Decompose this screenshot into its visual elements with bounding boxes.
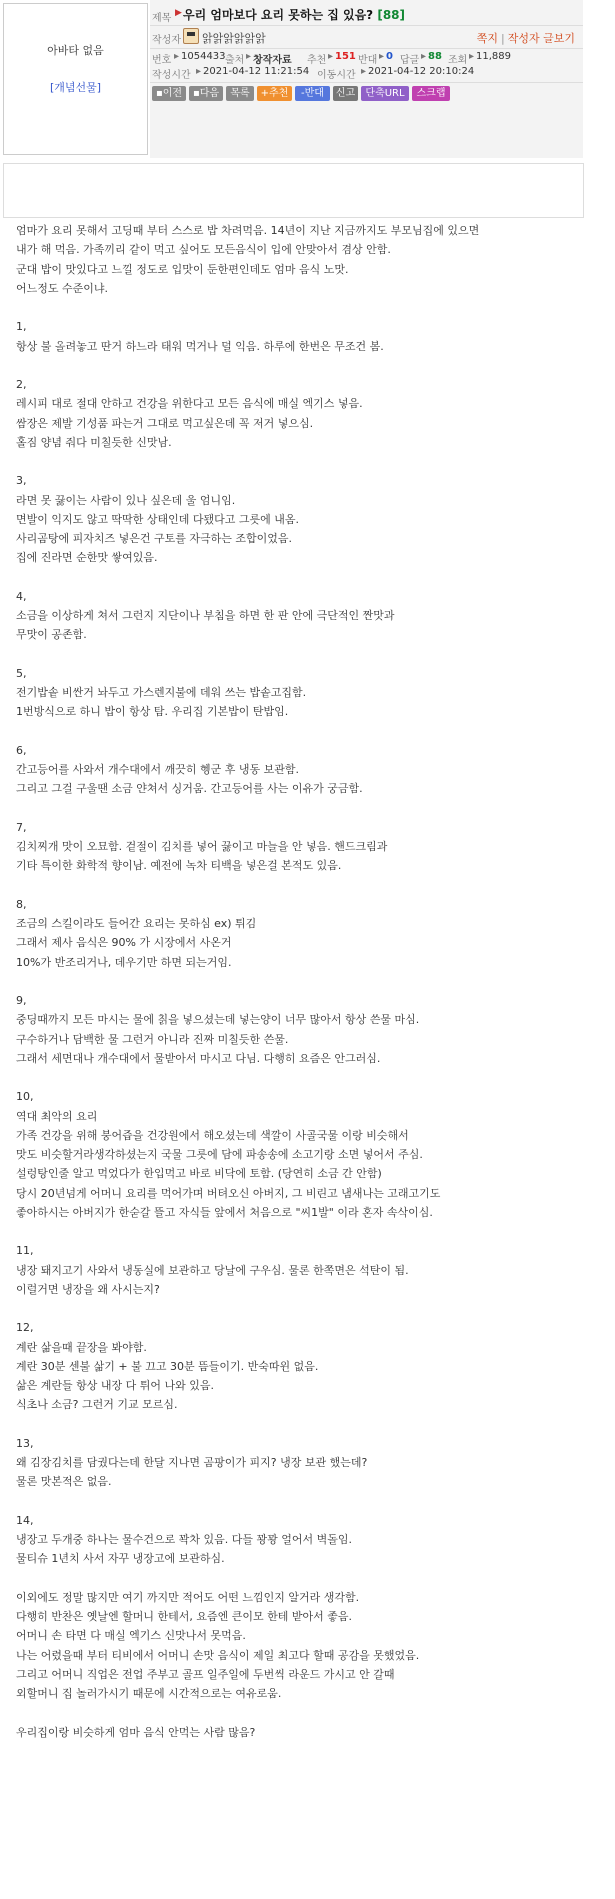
body-line: 1, <box>16 320 27 333</box>
body-line: 나는 어렸을때 부터 티비에서 어머니 손맛 음식이 제일 최고다 할때 공감을 못했었음. <box>16 1649 420 1662</box>
scrap-button[interactable]: 스크랩 <box>412 86 450 101</box>
body-line: 1번방식으로 하니 밥이 항상 탐. 우리집 기본밥이 탄밥임. <box>16 705 289 718</box>
short-url-button[interactable]: 단축URL <box>361 86 409 101</box>
written-label: 작성시간 <box>152 70 191 81</box>
body-line: 5, <box>16 667 27 680</box>
body-line: 전기밥솥 비싼거 놔두고 가스렌지불에 데워 쓰는 밥솥고집함. <box>16 686 307 699</box>
body-line: 무맛이 공존함. <box>16 628 87 641</box>
body-line: 그리고 어머니 직업은 전업 주부고 골프 일주일에 두번씩 라운드 가시고 안 갈때 <box>16 1668 395 1681</box>
body-line: 7, <box>16 821 27 834</box>
divider <box>150 48 583 49</box>
body-line: 13, <box>16 1437 34 1450</box>
body-line: 이럴거면 냉장을 왜 사시는지? <box>16 1283 160 1296</box>
action-buttons <box>150 86 583 104</box>
body-line: 군대 밥이 맛있다고 느낄 정도로 입맛이 둔한편인데도 엄마 음식 노맛. <box>16 263 349 276</box>
body-line: 항상 불 올려놓고 딴거 하느라 태워 먹거나 덜 익음. 하루에 한번은 무조건 봄. <box>16 340 384 353</box>
views-label: 조회 <box>448 55 468 66</box>
body-line: 2, <box>16 378 27 391</box>
moved-label: 이동시간 <box>317 70 356 81</box>
oppose-count: 0 <box>386 51 393 62</box>
bullet-icon: ▸ <box>174 51 180 62</box>
body-line: 외할머니 집 놀러가시기 때문에 시간적으로는 여유로움. <box>16 1687 282 1700</box>
body-line: 사리곰탕에 피자치즈 넣은건 구토를 자극하는 조합이었음. <box>16 532 293 545</box>
author-posts-link[interactable]: 작성자 글보기 <box>507 32 575 45</box>
recommend-label: 추천 <box>307 55 327 66</box>
body-line: 삶은 계란들 항상 내장 다 튀어 나와 있음. <box>16 1379 214 1392</box>
num-label: 번호 <box>152 55 172 66</box>
title-arrow-icon: ▶ <box>175 8 182 18</box>
recommend-count: 151 <box>335 51 356 62</box>
body-line: 가족 건강을 위해 붕어즙을 건강원에서 해오셨는데 색깔이 사골국물 이랑 비슷해서 <box>16 1129 409 1142</box>
body-line: 엄마가 요리 못해서 고딩때 부터 스스로 밥 차려먹음. 14년이 지난 지금까지도 부모님집에 있으면 <box>16 224 480 237</box>
body-line: 홀짐 양념 줘다 미칠듯한 신맛남. <box>16 436 172 449</box>
body-line: 계란 삶을때 끝장을 봐야함. <box>16 1341 147 1354</box>
views-count: 11,889 <box>476 51 511 62</box>
author-name[interactable]: 앍앍앍앍앍앍 <box>202 32 266 45</box>
bullet-icon: ▸ <box>246 51 252 62</box>
body-line: 소금을 이상하게 쳐서 그런지 지단이나 부침을 하면 한 판 안에 극단적인 짠맛과 <box>16 609 395 622</box>
recommend-button[interactable]: +추천 <box>257 86 292 101</box>
body-line: 당시 20년넘게 어머니 요리를 먹어가며 버텨오신 아버지, 그 비린고 냄새나는 고래고기도 <box>16 1187 441 1200</box>
oppose-button[interactable]: -반대 <box>295 86 330 101</box>
comment-count[interactable]: [88] <box>377 8 405 22</box>
body-line: 이외에도 정말 많지만 여기 까지만 적어도 어떤 느낌인지 알거라 생각함. <box>16 1591 360 1604</box>
message-link[interactable]: 쪽지 <box>476 32 499 45</box>
report-button[interactable]: 신고 <box>333 86 358 101</box>
divider <box>150 82 583 83</box>
post-number: 1054433 <box>181 51 226 62</box>
body-line: 라면 못 끓이는 사람이 있나 싶은데 울 엄니임. <box>16 494 236 507</box>
body-line: 김치찌개 맛이 오묘함. 겉절이 김치를 넣어 끓이고 마늘을 안 넣음. 핸드크림과 <box>16 840 388 853</box>
body-line: 냉장고 두개중 하나는 물수건으로 꽉차 있음. 다들 꽝꽝 얼어서 벽돌임. <box>16 1533 352 1546</box>
body-line: 좋아하시는 아버지가 한숟갈 뜰고 자식들 앞에서 처음으로 "씨1발" 이라 혼자 속삭이심. <box>16 1206 433 1219</box>
body-line: 중딩때까지 모든 마시는 물에 칡을 넣으셨는데 넣는양이 너무 많아서 항상 쓴물 마심. <box>16 1013 420 1026</box>
body-line: 다행히 반찬은 옛날엔 할머니 한테서, 요즘엔 큰이모 한테 받아서 좋음. <box>16 1610 352 1623</box>
written-time: 2021-04-12 11:21:54 <box>203 66 310 77</box>
gift-link[interactable]: [개념선물] <box>49 81 102 94</box>
body-line: 내가 해 먹음. 가족끼리 같이 먹고 싶어도 모든음식이 입에 안맞아서 겸상 안함. <box>16 243 391 256</box>
next-button[interactable]: ▪다음 <box>189 86 223 101</box>
body-line: 왜 김장김치를 담궜다는데 한달 지나면 곰팡이가 피지? 냉장 보관 했는데? <box>16 1456 368 1469</box>
bullet-icon: ▸ <box>328 51 334 62</box>
body-line: 간고등어를 사와서 개수대에서 깨끗히 헹군 후 냉동 보관함. <box>16 763 299 776</box>
body-line: 8, <box>16 898 27 911</box>
blank-banner <box>3 163 584 218</box>
time-row <box>150 66 583 82</box>
bullet-icon: ▸ <box>469 51 475 62</box>
body-line: 12, <box>16 1321 34 1334</box>
author-icon <box>183 28 199 44</box>
body-line: 우리집이랑 비슷하게 엄마 음식 안먹는 사람 많음? <box>16 1726 256 1739</box>
body-line: 역대 최악의 요리 <box>16 1110 98 1123</box>
body-line: 구수하거나 담백한 물 그런거 아니라 진짜 미칠듯한 쓴물. <box>16 1033 289 1046</box>
prev-button[interactable]: ▪이전 <box>152 86 186 101</box>
body-line: 3, <box>16 474 27 487</box>
reply-label: 답글 <box>400 55 420 66</box>
page-title <box>183 6 405 23</box>
list-button[interactable]: 목록 <box>226 86 254 101</box>
body-line: 계란 30분 센불 삶기 + 불 끄고 30분 뜸들이기. 반숙따윈 없음. <box>16 1360 319 1373</box>
source-label: 출처 <box>225 55 245 66</box>
body-line: 그래서 제사 음식은 90% 가 시장에서 사온거 <box>16 936 232 949</box>
oppose-label: 반대 <box>358 55 378 66</box>
body-line: 쌈장은 제발 기성품 파는거 그대로 먹고싶은데 꼭 저거 넣으심. <box>16 417 314 430</box>
body-line: 그래서 세면대나 개수대에서 물받아서 마시고 다님. 다행히 요즘은 안그러심. <box>16 1052 381 1065</box>
body-line: 면발이 익지도 않고 딱딱한 상태인데 다됐다고 그릇에 내옴. <box>16 513 299 526</box>
body-line: 그리고 그걸 구울땐 소금 얀쳐서 싱거움. 간고등어를 사는 이유가 궁금함. <box>16 782 363 795</box>
source-value: 창작자료 <box>253 55 292 66</box>
bullet-icon: ▸ <box>361 66 367 77</box>
body-line: 어느정도 수준이냐. <box>16 282 109 295</box>
body-line: 물론 맛본적은 없음. <box>16 1475 112 1488</box>
body-line: 4, <box>16 590 27 603</box>
body-line: 10%가 반조리거나, 데우기만 하면 되는거임. <box>16 956 232 969</box>
author-row <box>150 28 583 46</box>
body-line: 설렁탕인줄 알고 먹었다가 한입먹고 바로 비닥에 토함. (당연히 소금 간 안함) <box>16 1167 382 1180</box>
bullet-icon: ▸ <box>196 66 202 77</box>
post-info <box>150 0 583 158</box>
body-line: 물티슈 1년치 사서 자꾸 냉장고에 보관하심. <box>16 1552 225 1565</box>
bullet-icon: ▸ <box>379 51 385 62</box>
body-line: 기타 특이한 화학적 향이남. 예전에 녹차 티백을 넣은걸 본적도 있음. <box>16 859 342 872</box>
link-separator: | <box>501 32 505 45</box>
moved-time: 2021-04-12 20:10:24 <box>368 66 475 77</box>
body-line: 14, <box>16 1514 34 1527</box>
body-line: 9, <box>16 994 27 1007</box>
body-line: 11, <box>16 1244 34 1257</box>
reply-count: 88 <box>428 51 442 62</box>
body-line: 냉장 돼지고기 사와서 냉동실에 보관하고 당날에 구우심. 물론 한쪽면은 석탄이 됨. <box>16 1264 409 1277</box>
title-row <box>150 4 583 24</box>
post-title: 우리 엄마보다 요리 못하는 집 있음? <box>183 8 374 22</box>
bullet-icon: ▸ <box>421 51 427 62</box>
body-line: 식초나 소금? 그런거 기교 모르심. <box>16 1398 178 1411</box>
body-line: 집에 진라면 순한맛 쌓여있음. <box>16 551 158 564</box>
author-links <box>477 30 575 46</box>
body-line: 10, <box>16 1090 34 1103</box>
title-label: 제목 <box>152 13 172 24</box>
divider <box>150 25 583 26</box>
author-label: 작성자 <box>152 35 181 46</box>
post-header <box>0 0 583 158</box>
no-avatar-text: 아바타 없음 <box>47 44 104 57</box>
body-line: 6, <box>16 744 27 757</box>
avatar <box>3 3 148 155</box>
body-line: 조금의 스킬이라도 들어간 요리는 못하심 ex) 튀김 <box>16 917 257 930</box>
body-line: 맛도 비슷할거라생각하셨는지 국물 그릇에 담에 파송송에 소고기랑 소면 넣어서 주심. <box>16 1148 423 1161</box>
body-line: 어머니 손 타면 다 매실 엑기스 신맛나서 못먹음. <box>16 1629 246 1642</box>
meta-row <box>150 51 583 67</box>
body-line: 레시피 대로 절대 안하고 건강을 위한다고 모든 음식에 매실 엑기스 넣음. <box>16 397 363 410</box>
